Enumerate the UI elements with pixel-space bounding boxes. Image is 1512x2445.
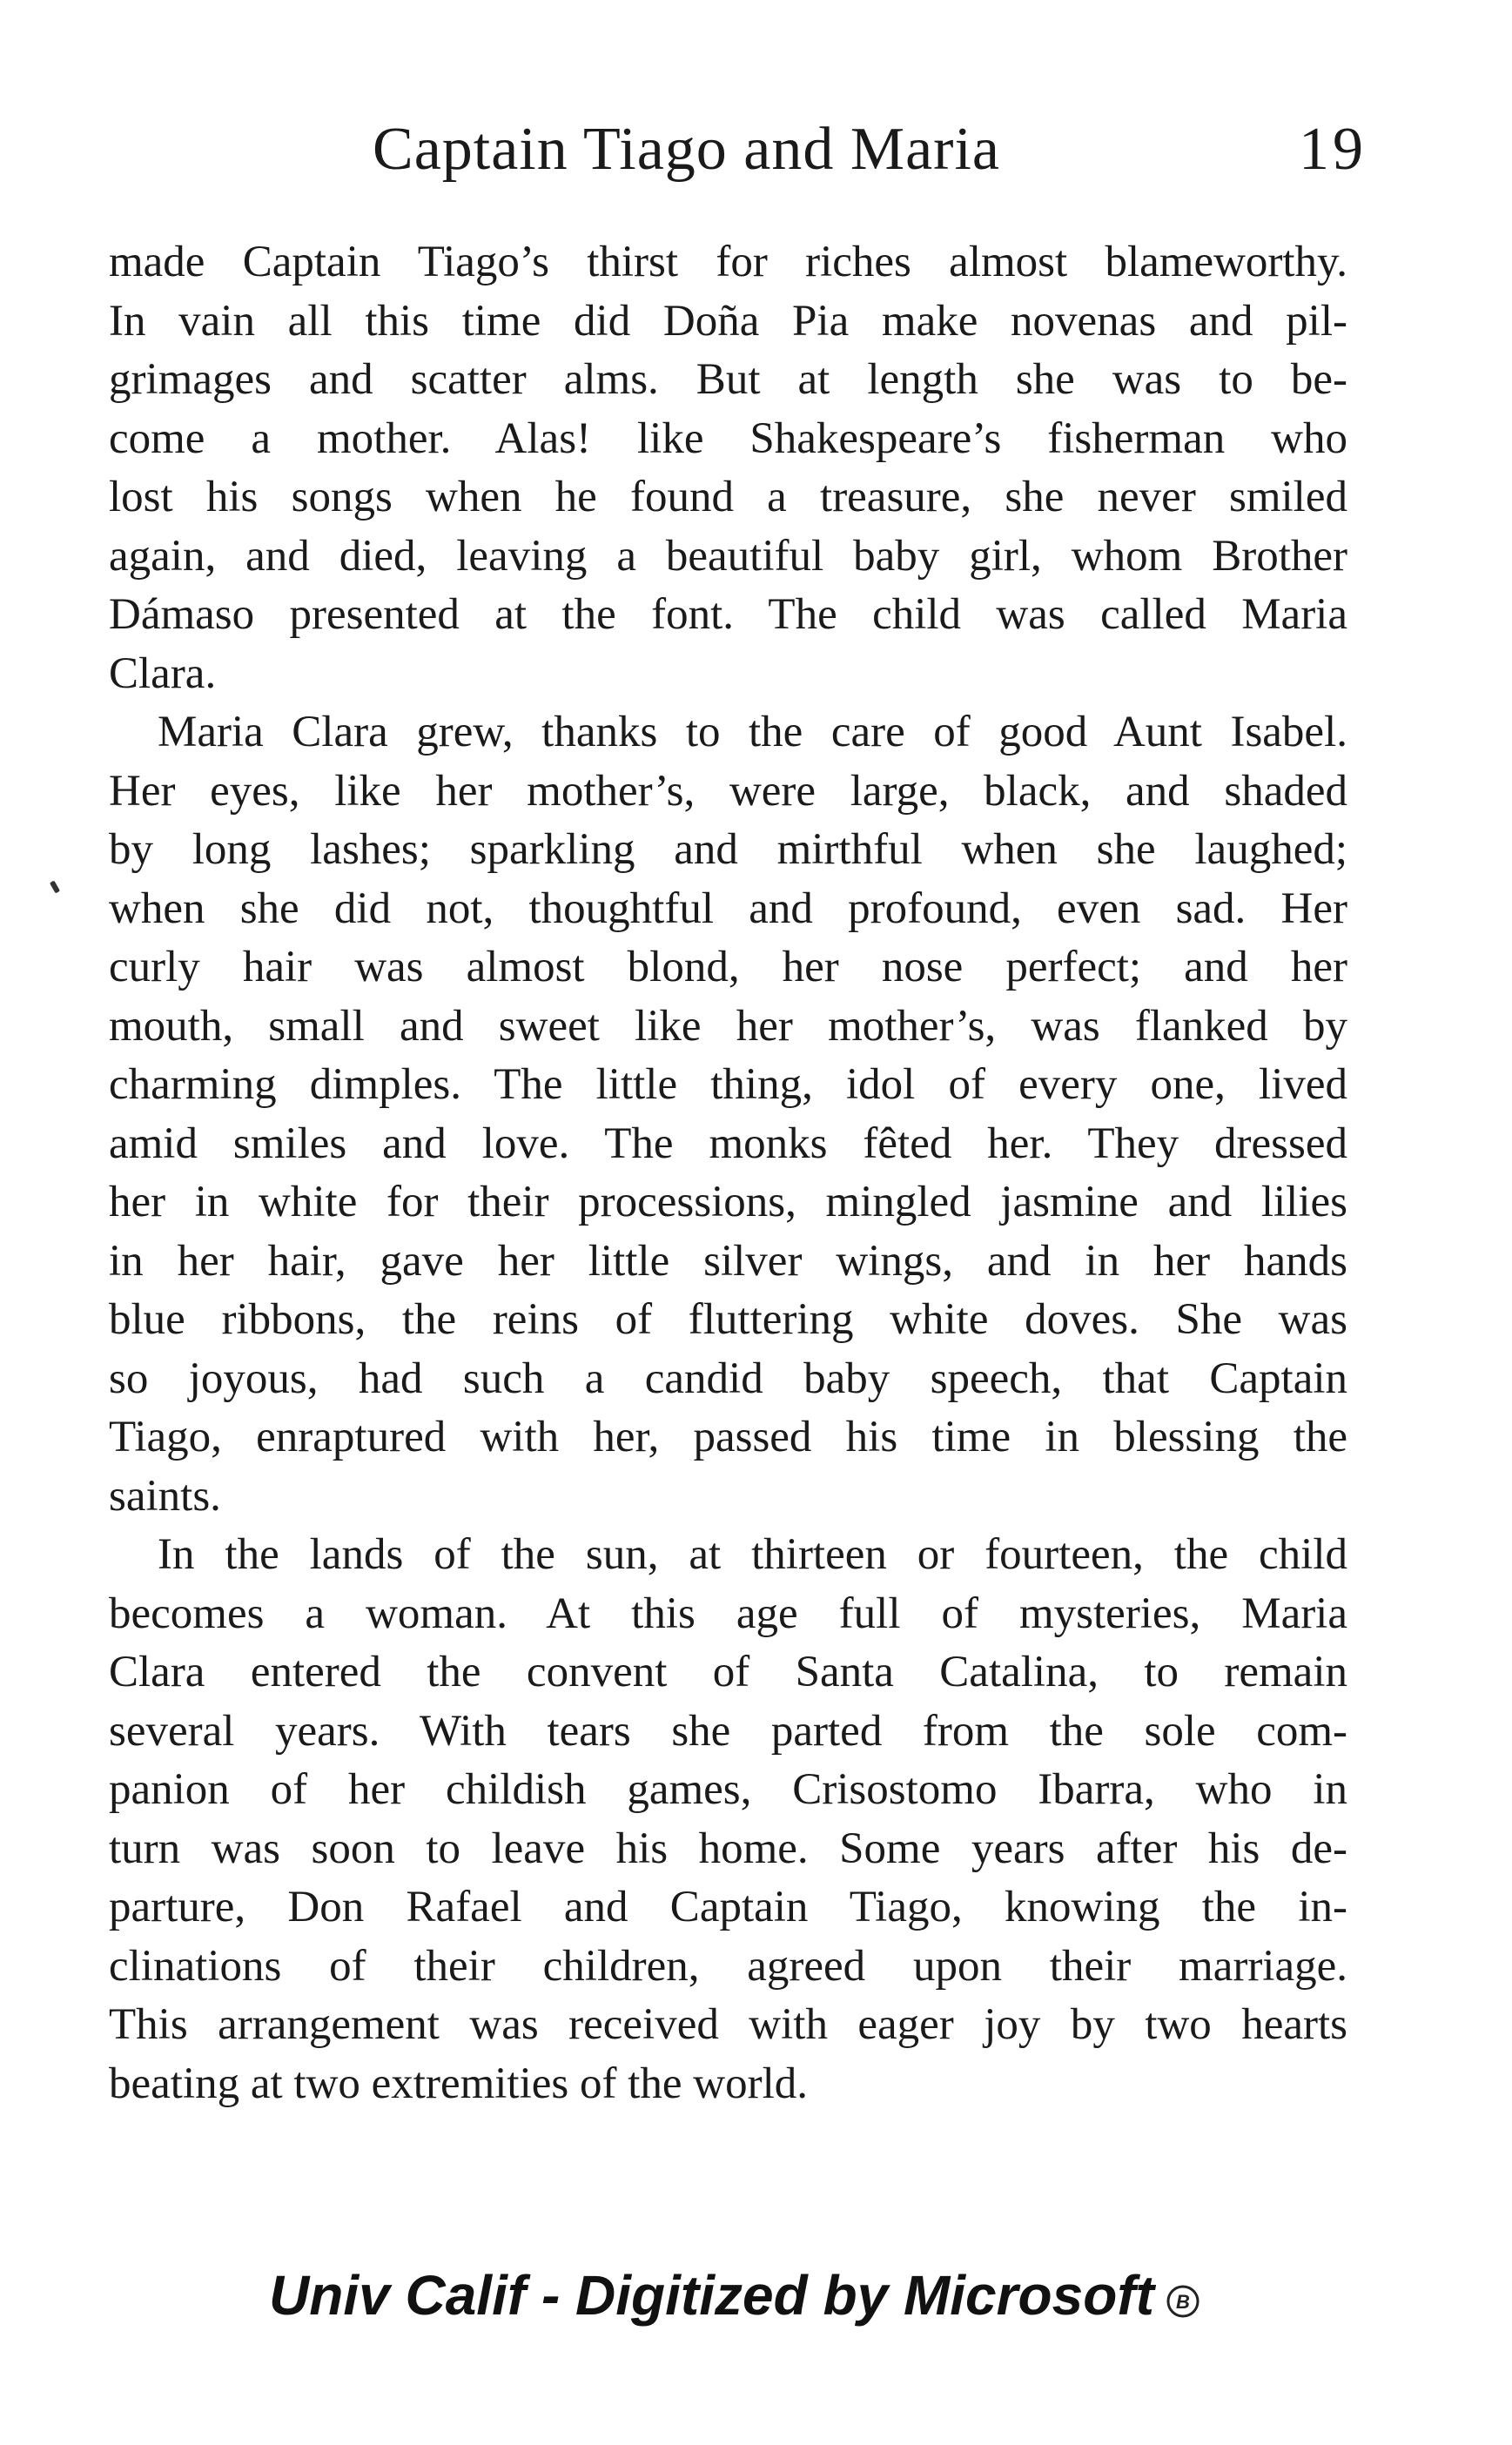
digitization-watermark [269, 2263, 1203, 2327]
text-line: Her eyes, like her mother’s, were large, black, and shaded [109, 766, 1347, 816]
text-line: Dámaso presented at the font. The child was called Maria [109, 590, 1347, 639]
text-line: lost his songs when he found a treasure, she never smiled [109, 473, 1347, 521]
text-line: In vain all this time did Doña Pia make novenas and pil- [109, 296, 1347, 346]
text-line: made Captain Tiago’s thirst for riches almost blameworthy. [109, 238, 1347, 286]
text-line: Tiago, enraptured with her, passed his time in blessing the [109, 1413, 1347, 1461]
text-line: Clara. [109, 648, 217, 698]
stray-ink-mark [50, 880, 60, 893]
page-number: 19 [1299, 116, 1367, 183]
text-line: again, and died, leaving a beautiful baby girl, whom Brother [109, 531, 1347, 581]
text-line: saints. [109, 1471, 221, 1521]
text-line: curly hair was almost blond, her nose perfect; and her [109, 943, 1347, 991]
text-line: panion of her childish games, Crisostomo Ibarra, who in [109, 1765, 1347, 1814]
text-line: so joyous, had such a candid baby speech, that Captain [109, 1353, 1347, 1403]
text-line: Clara entered the convent of Santa Catalina, to remain [109, 1648, 1347, 1696]
text-line: In the lands of the sun, at thirteen or fourteen, the child [158, 1530, 1347, 1579]
text-line: parture, Don Rafael and Captain Tiago, knowing the in- [109, 1883, 1347, 1931]
watermark-text: Univ Calif - Digitized by Microsoft [269, 2264, 1154, 2327]
registered-logo-icon [1163, 2280, 1203, 2320]
text-line: in her hair, gave her little silver wings, and in her hands [109, 1236, 1347, 1286]
text-line: charming dimples. The little thing, idol of every one, lived [109, 1060, 1347, 1109]
svg-text:B: B [1175, 2291, 1190, 2313]
text-line: several years. With tears she parted from the sole com- [109, 1706, 1347, 1756]
text-line: Maria Clara grew, thanks to the care of good Aunt Isabel. [158, 708, 1347, 756]
text-line: turn was soon to leave his home. Some years after his de- [109, 1824, 1347, 1873]
text-line: grimages and scatter alms. But at length she was to be- [109, 355, 1347, 404]
body-text [109, 233, 1347, 2113]
text-line: by long lashes; sparkling and mirthful when she laughed; [109, 825, 1347, 874]
text-line: clinations of their children, agreed upon their marriage. [109, 1941, 1347, 1991]
text-line: This arrangement was received with eager joy by two hearts [109, 2000, 1347, 2049]
running-header-title: Captain Tiago and Maria [373, 116, 1000, 183]
text-line: come a mother. Alas! like Shakespeare’s fisherman who [109, 413, 1347, 463]
text-line: her in white for their processions, mingled jasmine and lilies [109, 1178, 1347, 1226]
text-line: blue ribbons, the reins of fluttering white doves. She was [109, 1295, 1347, 1344]
text-line: when she did not, thoughtful and profound, even sad. Her [109, 883, 1347, 933]
text-line: amid smiles and love. The monks fêted her. They dressed [109, 1118, 1347, 1168]
text-line: becomes a woman. At this age full of mysteries, Maria [109, 1589, 1347, 1638]
text-line: mouth, small and sweet like her mother’s, was flanked by [109, 1001, 1347, 1051]
text-line: beating at two extremities of the world. [109, 2059, 809, 2108]
